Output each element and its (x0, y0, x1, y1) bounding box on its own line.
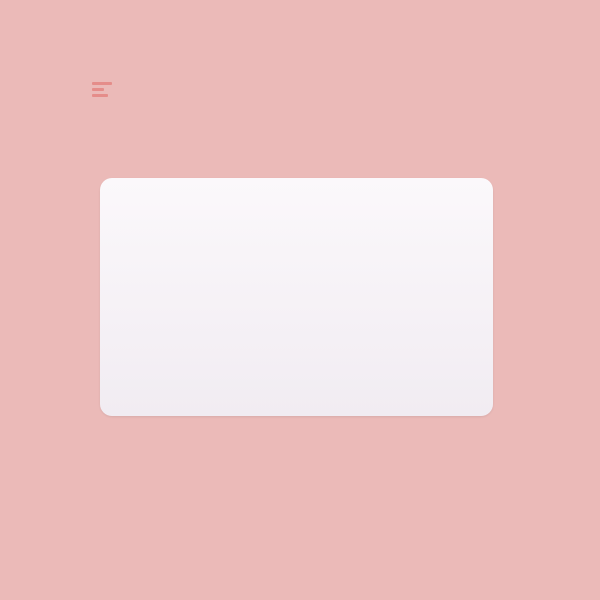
keyboard-body (100, 178, 493, 416)
menu-lines-icon (92, 82, 114, 100)
